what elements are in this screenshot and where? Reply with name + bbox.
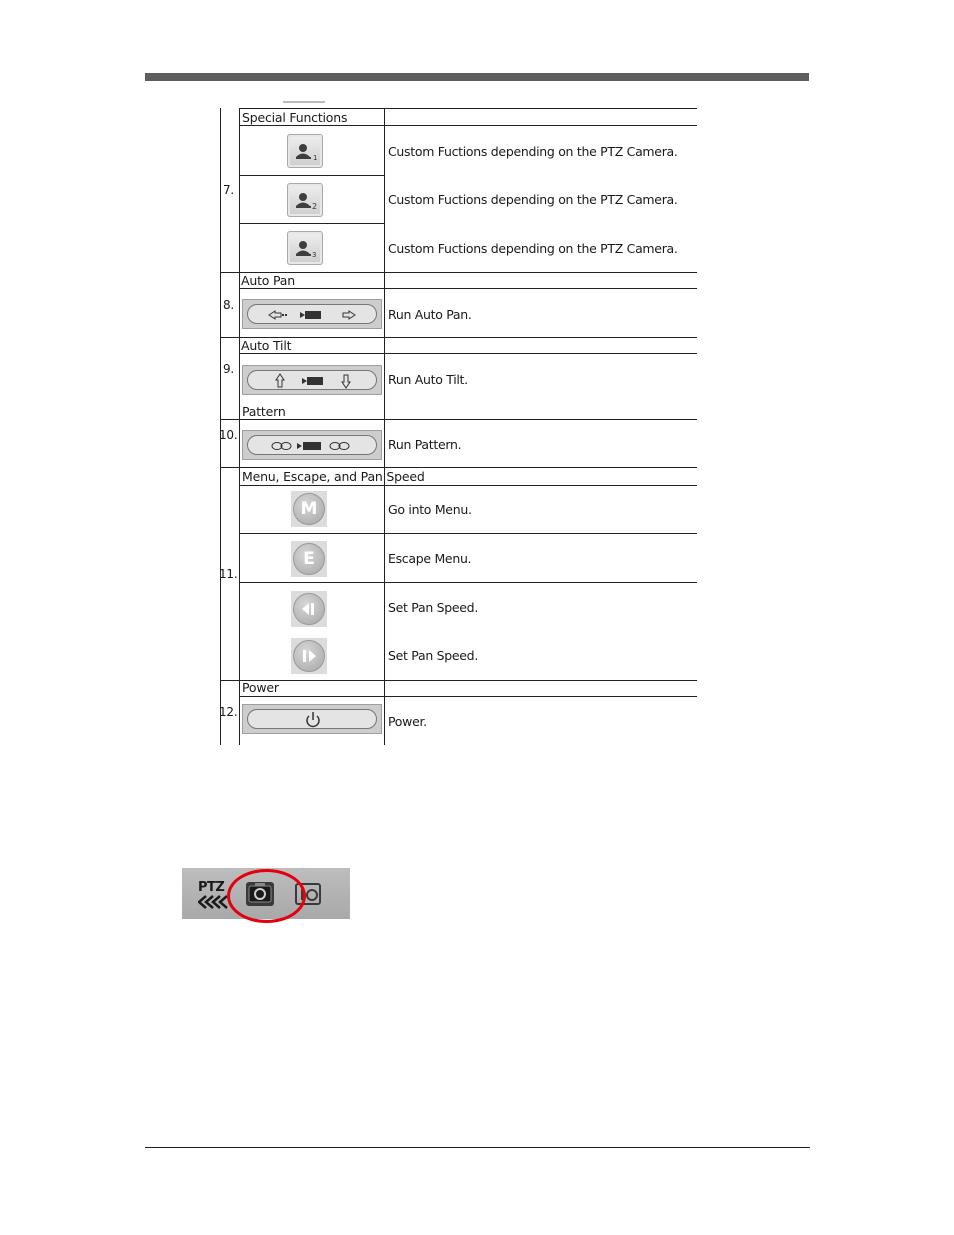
row-description: Run Auto Tilt. xyxy=(388,372,468,387)
section-number: 7. xyxy=(223,183,235,197)
section-title: Pattern xyxy=(242,404,286,419)
row-description: Custom Fuctions depending on the PTZ Camera. xyxy=(388,144,678,159)
section-number: 9. xyxy=(223,362,235,376)
power-icon xyxy=(242,704,382,734)
svg-text:2: 2 xyxy=(312,202,318,211)
svg-text:3: 3 xyxy=(312,251,317,259)
custom-function-1-icon xyxy=(287,134,323,168)
section-number: 11. xyxy=(219,567,238,581)
row-description: Go into Menu. xyxy=(388,502,472,517)
section-number: 10. xyxy=(219,428,238,442)
pan-speed-down-icon xyxy=(291,591,327,627)
section-number: 12. xyxy=(219,705,238,719)
row-description: Set Pan Speed. xyxy=(388,600,478,615)
escape-icon: E xyxy=(291,541,327,577)
footer-rule xyxy=(145,1147,810,1148)
ptz-logo-icon: PTZ xyxy=(198,880,234,910)
custom-function-3-icon xyxy=(287,231,323,265)
pan-speed-up-icon xyxy=(291,638,327,674)
svg-text:1: 1 xyxy=(313,154,318,162)
auto-pan-icon xyxy=(242,299,382,329)
section-title: Auto Pan xyxy=(241,273,295,288)
row-description: Power. xyxy=(388,714,427,729)
auto-tilt-icon xyxy=(242,365,382,395)
section-title: Menu, Escape, and Pan Speed xyxy=(242,469,425,484)
header-fragment xyxy=(283,101,325,103)
pattern-icon xyxy=(242,430,382,460)
section-title: Special Functions xyxy=(242,110,348,125)
highlight-circle xyxy=(227,869,306,923)
header-rule xyxy=(145,73,809,81)
row-description: Run Auto Pan. xyxy=(388,307,472,322)
section-title: Power xyxy=(242,680,279,695)
row-description: Custom Fuctions depending on the PTZ Camera. xyxy=(388,241,678,256)
row-description: Escape Menu. xyxy=(388,551,472,566)
section-title: Auto Tilt xyxy=(241,338,292,353)
row-description: Custom Fuctions depending on the PTZ Camera. xyxy=(388,192,678,207)
custom-function-2-icon xyxy=(287,183,323,217)
section-number: 8. xyxy=(223,298,235,312)
menu-icon: M xyxy=(291,491,327,527)
row-description: Set Pan Speed. xyxy=(388,648,478,663)
row-description: Run Pattern. xyxy=(388,437,462,452)
